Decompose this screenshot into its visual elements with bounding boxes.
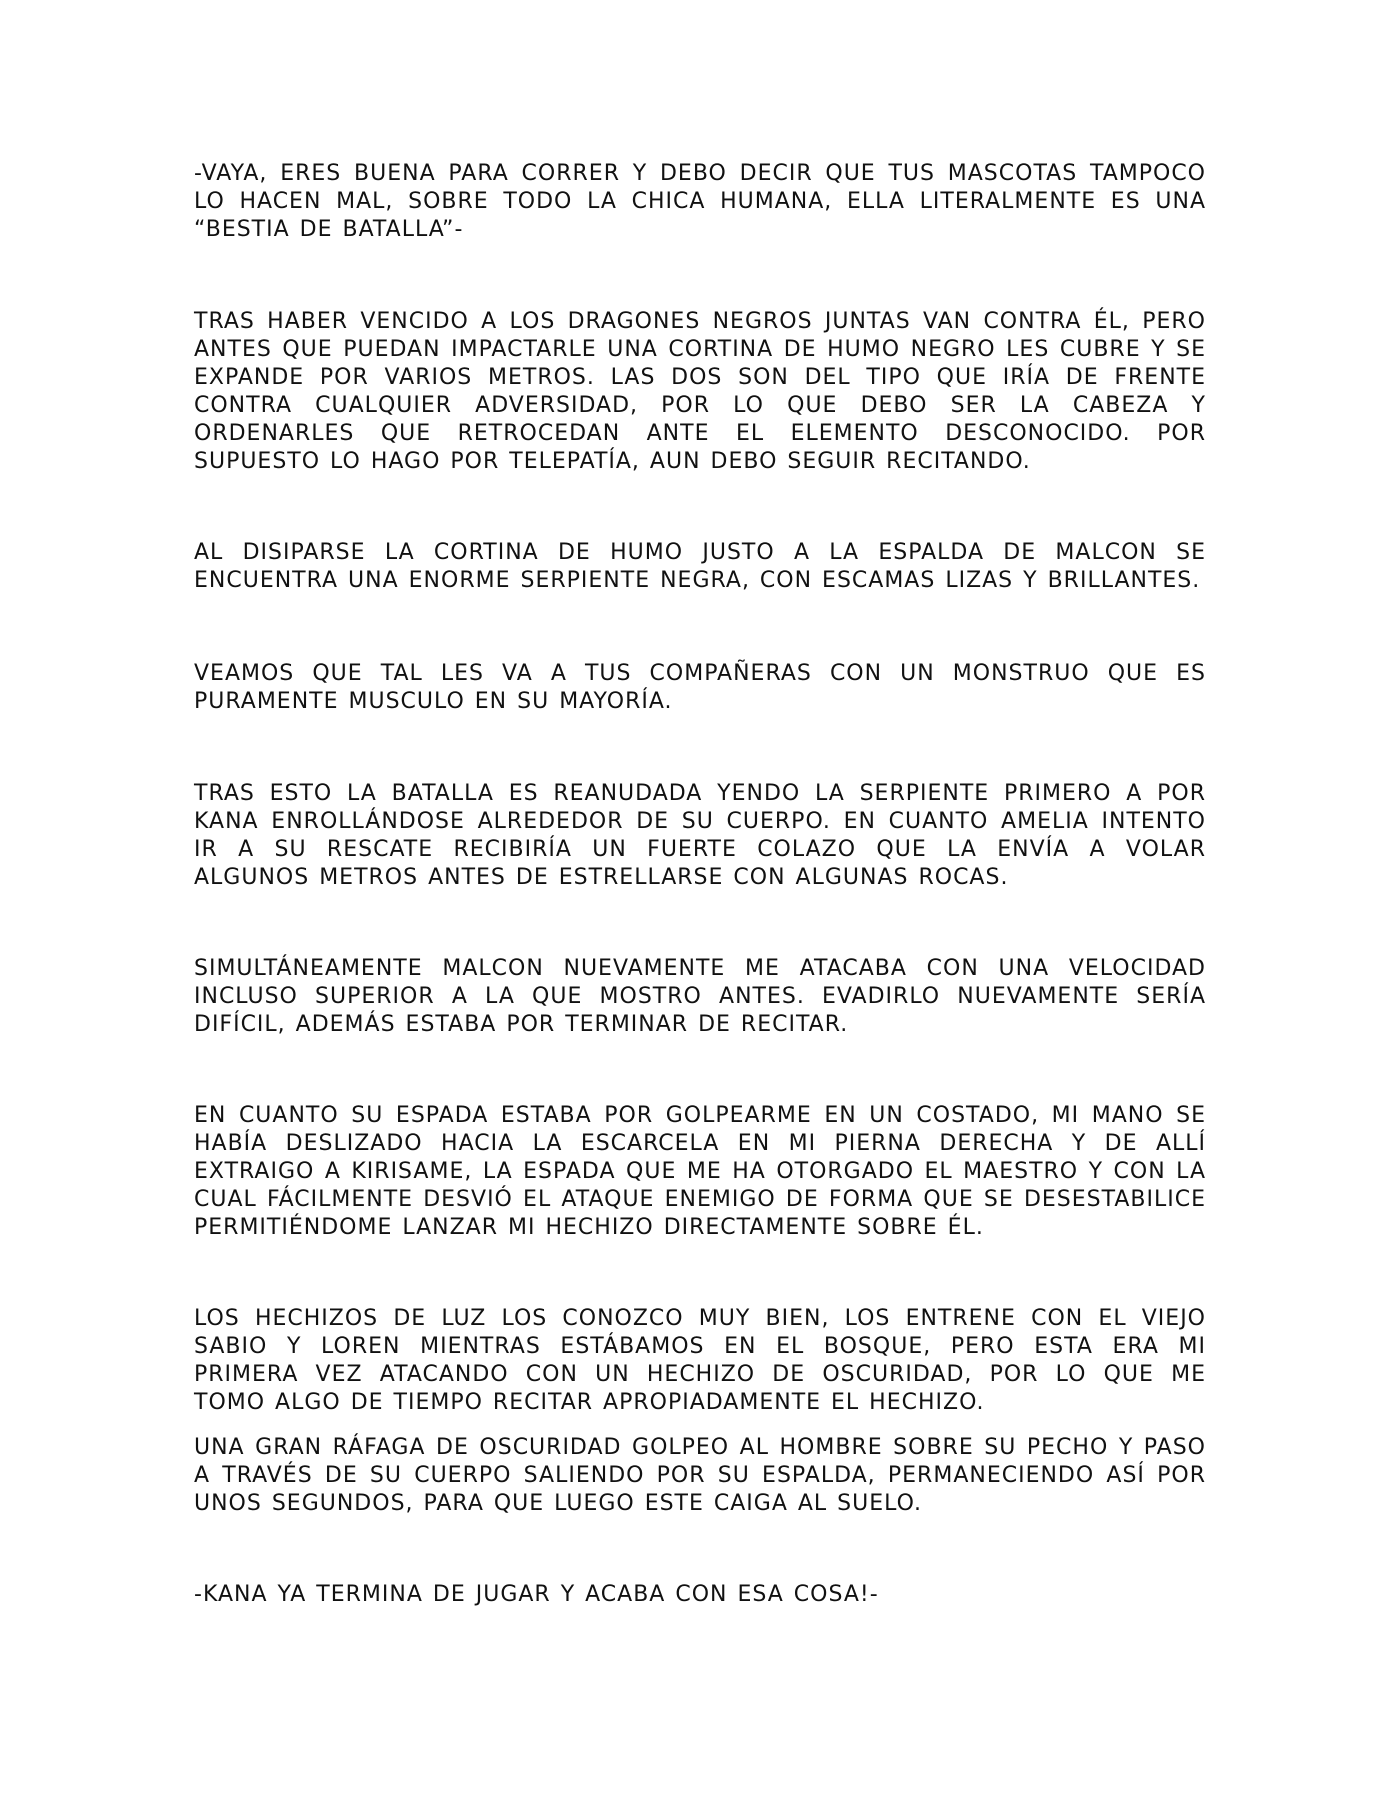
paragraph-1: -VAYA, ERES BUENA PARA CORRER Y DEBO DECIR QUE TUS MASCOTAS TAMPOCO LO HACEN MAL, SOBRE TODO LA CHICA HUMANA, ELLA LITERALMENTE ES UNA “BESTIA DE BATALLA”- <box>194 161 1206 242</box>
paragraph-4: VEAMOS QUE TAL LES VA A TUS COMPAÑERAS CON UN MONSTRUO QUE ES PURAMENTE MUSCULO EN SU MAYORÍA. <box>194 661 1206 714</box>
paragraph-8: LOS HECHIZOS DE LUZ LOS CONOZCO MUY BIEN, LOS ENTRENE CON EL VIEJO SABIO Y LOREN MIENTRAS ESTÁBAMOS EN EL BOSQUE, PERO ESTA ERA MI PRIMERA VEZ ATACANDO CON UN HECHIZO DE OSCURIDAD, POR LO QUE ME TOMO ALGO DE TIEMPO RECITAR APROPIADAMENTE EL HECHIZO. <box>194 1306 1206 1415</box>
paragraph-2: TRAS HABER VENCIDO A LOS DRAGONES NEGROS JUNTAS VAN CONTRA ÉL, PERO ANTES QUE PUEDAN IMPACTARLE UNA CORTINA DE HUMO NEGRO LES CUBRE Y SE EXPANDE POR VARIOS METROS. LAS DOS SON DEL TIPO QUE IRÍA DE FRENTE CONTRA CUALQUIER ADVERSIDAD, POR LO QUE DEBO SER LA CABEZA Y ORDENARLES QUE RETROCEDAN ANTE EL ELEMENTO DESCONOCIDO. POR SUPUESTO LO HAGO POR TELEPATÍA, AUN DEBO SEGUIR RECITANDO. <box>194 309 1206 474</box>
paragraph-3: AL DISIPARSE LA CORTINA DE HUMO JUSTO A LA ESPALDA DE MALCON SE ENCUENTRA UNA ENORME SERPIENTE NEGRA, CON ESCAMAS LIZAS Y BRILLANTES. <box>194 540 1206 593</box>
paragraph-6: SIMULTÁNEAMENTE MALCON NUEVAMENTE ME ATACABA CON UNA VELOCIDAD INCLUSO SUPERIOR A LA QUE MOSTRO ANTES. EVADIRLO NUEVAMENTE SERÍA DIFÍCIL, ADEMÁS ESTABA POR TERMINAR DE RECITAR. <box>194 956 1206 1037</box>
paragraph-5: TRAS ESTO LA BATALLA ES REANUDADA YENDO LA SERPIENTE PRIMERO A POR KANA ENROLLÁNDOSE ALREDEDOR DE SU CUERPO. EN CUANTO AMELIA INTENTO IR A SU RESCATE RECIBIRÍA UN FUERTE COLAZO QUE LA ENVÍA A VOLAR ALGUNOS METROS ANTES DE ESTRELLARSE CON ALGUNAS ROCAS. <box>194 781 1206 890</box>
paragraph-10: -KANA YA TERMINA DE JUGAR Y ACABA CON ESA COSA!- <box>194 1582 879 1607</box>
paragraph-7: EN CUANTO SU ESPADA ESTABA POR GOLPEARME EN UN COSTADO, MI MANO SE HABÍA DESLIZADO HACIA LA ESCARCELA EN MI PIERNA DERECHA Y DE ALLÍ EXTRAIGO A KIRISAME, LA ESPADA QUE ME HA OTORGADO EL MAESTRO Y CON LA CUAL FÁCILMENTE DESVIÓ EL ATAQUE ENEMIGO DE FORMA QUE SE DESESTABILICE PERMITIÉNDOME LANZAR MI HECHIZO DIRECTAMENTE SOBRE ÉL. <box>194 1103 1206 1240</box>
paragraph-9: UNA GRAN RÁFAGA DE OSCURIDAD GOLPEO AL HOMBRE SOBRE SU PECHO Y PASO A TRAVÉS DE SU CUERPO SALIENDO POR SU ESPALDA, PERMANECIENDO ASÍ POR UNOS SEGUNDOS, PARA QUE LUEGO ESTE CAIGA AL SUELO. <box>194 1435 1206 1516</box>
